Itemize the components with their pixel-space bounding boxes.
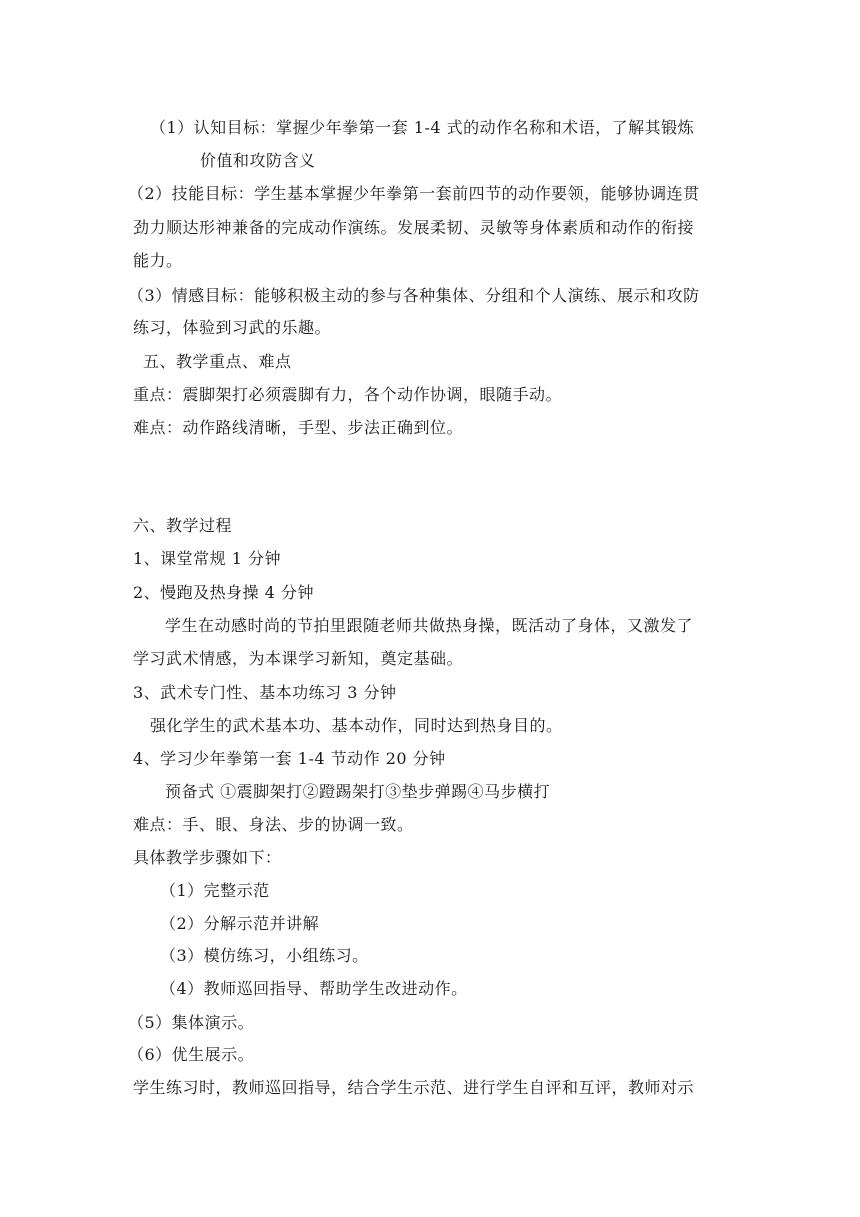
steps-intro: 具体教学步骤如下： <box>133 848 282 867</box>
step-1: （1）完整示范 <box>160 881 270 900</box>
goal-emotion-line2: 练习，体验到习武的乐趣。 <box>133 318 332 337</box>
step-2: （2）分解示范并讲解 <box>160 914 320 933</box>
goal-cognitive-line2: 价值和攻防含义 <box>200 151 316 170</box>
process-item-2: 2、慢跑及热身操 4 分钟 <box>133 583 315 602</box>
step-4: （4）教师巡回指导、帮助学生改进动作。 <box>160 979 468 998</box>
step-5: （5）集体演示。 <box>128 1013 255 1032</box>
section5-key-point: 重点：震脚架打必须震脚有力，各个动作协调，眼随手动。 <box>133 385 563 404</box>
section5-difficulty: 难点：动作路线清晰，手型、步法正确到位。 <box>133 418 464 437</box>
section5-heading: 五、教学重点、难点 <box>143 352 292 371</box>
process-item-4-moves: 预备式 ①震脚架打②蹬踢架打③垫步弹踢④马步横打 <box>165 782 551 801</box>
step-3: （3）模仿练习，小组练习。 <box>160 946 369 965</box>
process-item-3: 3、武术专门性、基本功练习 3 分钟 <box>133 683 397 702</box>
goal-skill-line2: 劲力顺达形神兼备的完成动作演练。发展柔韧、灵敏等身体素质和动作的衔接 <box>133 218 695 237</box>
process-item-2-desc-line1: 学生在动感时尚的节拍里跟随老师共做热身操，既活动了身体，又激发了 <box>165 616 694 635</box>
goal-emotion-line1: （3）情感目标：能够积极主动的参与各种集体、分组和个人演练、展示和攻防 <box>128 286 700 305</box>
goal-cognitive-line1: （1）认知目标：掌握少年拳第一套 1-4 式的动作名称和术语，了解其锻炼 <box>150 118 695 137</box>
process-item-3-desc: 强化学生的武术基本功、基本动作，同时达到热身目的。 <box>150 716 563 735</box>
process-item-1: 1、课堂常规 1 分钟 <box>133 549 282 568</box>
closing-line: 学生练习时，教师巡回指导，结合学生示范、进行学生自评和互评，教师对示 <box>133 1078 695 1097</box>
process-item-2-desc-line2: 学习武术情感，为本课学习新知，奠定基础。 <box>133 649 464 668</box>
process-item-4-difficulty: 难点：手、眼、身法、步的协调一致。 <box>133 815 414 834</box>
step-6: （6）优生展示。 <box>128 1045 255 1064</box>
goal-skill-line3: 能力。 <box>133 251 183 270</box>
section6-heading: 六、教学过程 <box>133 516 233 535</box>
goal-skill-line1: （2）技能目标：学生基本掌握少年拳第一套前四节的动作要领，能够协调连贯 <box>128 184 700 203</box>
process-item-4: 4、学习少年拳第一套 1-4 节动作 20 分钟 <box>133 749 446 768</box>
